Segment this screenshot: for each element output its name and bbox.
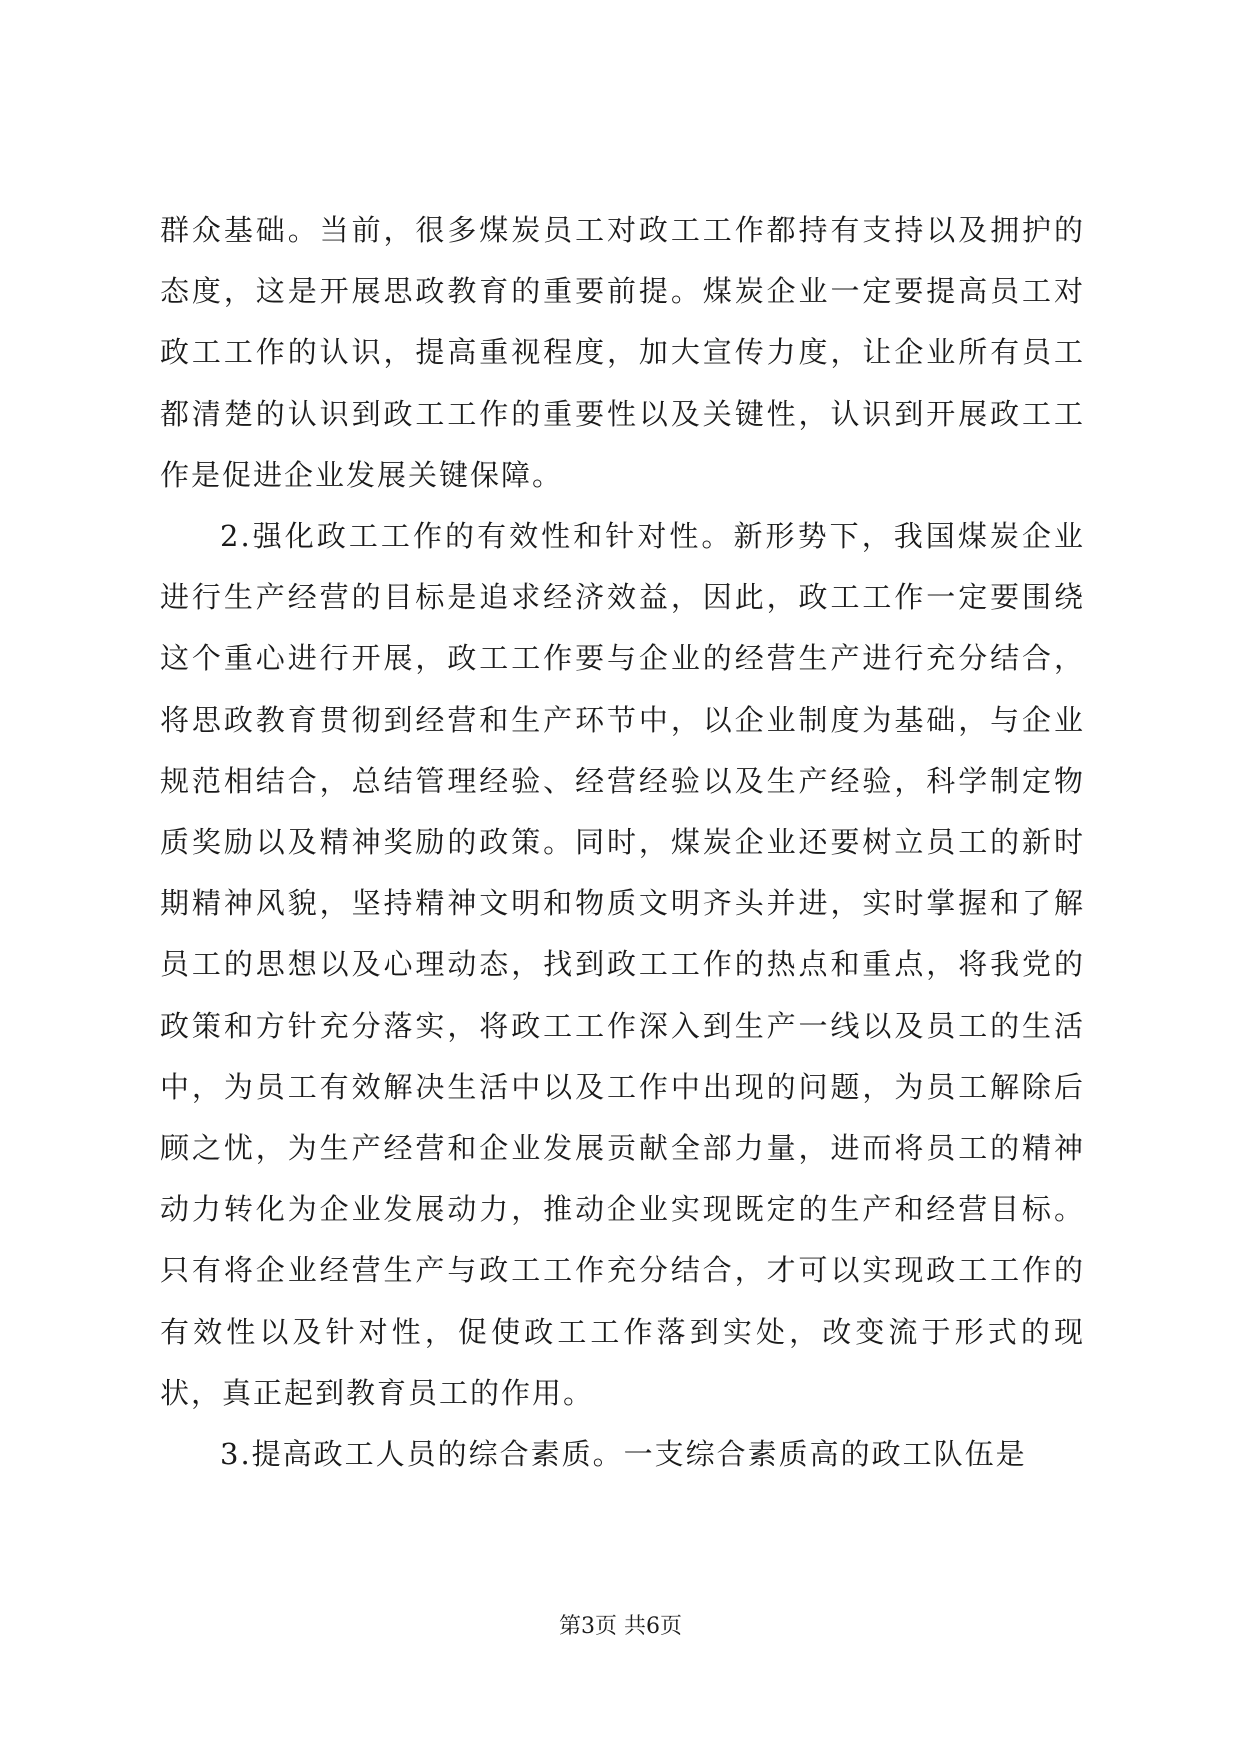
paragraph-continued: 群众基础。当前，很多煤炭员工对政工工作都持有支持以及拥护的态度，这是开展思政教育的重要前提。煤炭企业一定要提高员工对政工工作的认识，提高重视程度，加大宣传力度，让企业所有员工都清楚的认识到政工工作的重要性以及关键性，认识到开展政工工作是促进企业发展关键保障。 (160, 213, 1085, 492)
paragraph-item-3: 3.提高政工人员的综合素质。一支综合素质高的政工队伍是 (220, 1437, 1027, 1472)
paragraph-item-2: 2.强化政工工作的有效性和针对性。新形势下，我国煤炭企业进行生产经营的目标是追求经济效益，因此，政工工作一定要围绕这个重心进行开展，政工工作要与企业的经营生产进行充分结合，将思政教育贯彻到经营和生产环节中，以企业制度为基础，与企业规范相结合，总结管理经验、经营经验以及生产经验，科学制定物质奖励以及精神奖励的政策。同时，煤炭企业还要树立员工的新时期精神风貌，坚持精神文明和物质文明齐头并进，实时掌握和了解员工的思想以及心理动态，找到政工工作的热点和重点，将我党的政策和方针充分落实，将政工工作深入到生产一线以及员工的生活中，为员工有效解决生活中以及工作中出现的问题，为员工解除后顾之忧，为生产经营和企业发展贡献全部力量，进而将员工的精神动力转化为企业发展动力，推动企业实现既定的生产和经营目标。只有将企业经营生产与政工工作充分结合，才可以实现政工工作的有效性以及针对性，促使政工工作落到实处，改变流于形式的现状，真正起到教育员工的作用。 (160, 519, 1085, 1410)
document-body (160, 200, 1085, 1485)
page-footer: 第3页 共6页 (559, 1614, 682, 1639)
